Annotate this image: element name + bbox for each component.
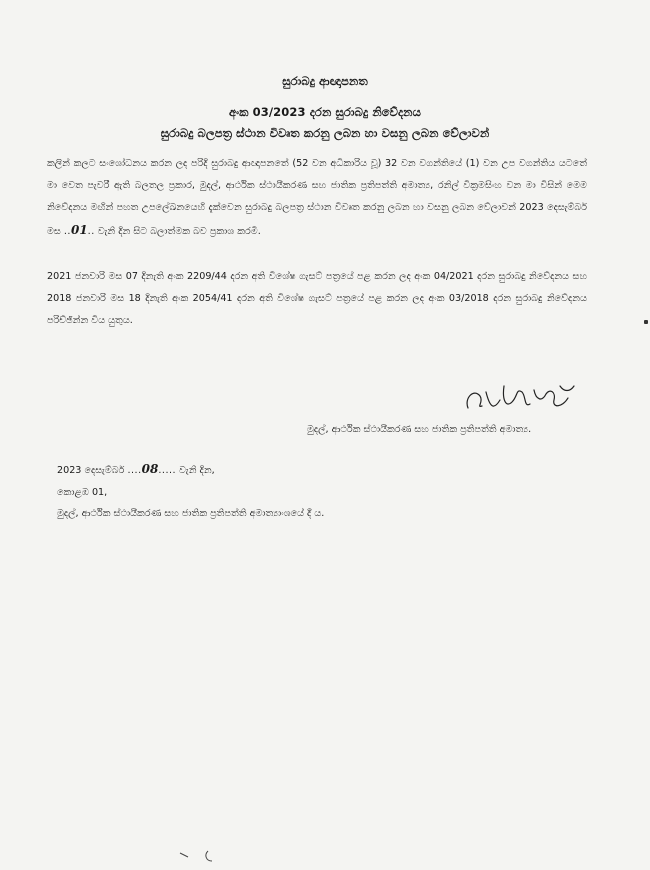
issuing-office: මුදල්, ආර්ථික ස්ථායීකරණ සහ ජාතික ප්‍රතිපත්ති අමාත්‍යාංශයේ දී ය. (57, 508, 325, 519)
notice-paragraph-2: 2021 ජනවාරි මස 07 දිනැති අංක 2209/44 දරන අති විශේෂ ගැසට් පත්‍රයේ පළ කරන ලද අංක 04/2021 දරන සුරාබදු නිවේදනය සහ 2018 ජනවාරි මස 18 දිනැති අංක 2054/41 දරන අති විශේෂ ගැසට් පත්‍රයේ පළ කරන ලද අංක 03/2018 දරන සුරාබදු නිවේදනය පරිච්ඡින්න විය යුතුය. (47, 271, 587, 326)
issue-date-suffix: වැනි දින, (176, 465, 215, 476)
paragraph-1-text-b: වැනි දින සිට බලාත්මක බව ප්‍රකාශ කරමි. (94, 226, 261, 237)
act-title: සුරාබදු ආඥාපනත (282, 74, 368, 88)
handwritten-signature (460, 378, 580, 418)
stray-pen-mark (178, 845, 228, 865)
notice-title: අංක 03/2023 දරන සුරාබදු නිවේදනය (229, 105, 421, 119)
issue-date-prefix: 2023 දෙසැම්බර් (57, 465, 128, 476)
margin-mark (644, 320, 648, 324)
issue-date: 2023 දෙසැම්බර් ....08..... වැනි දින, (57, 462, 215, 476)
handwritten-issue-day: 08 (141, 462, 159, 476)
handwritten-effective-day: 01 (70, 223, 88, 237)
notice-subject: සුරාබදු බලපත්‍ර ස්ථාන විවෘත කරනු ලබන හා වසනු ලබන වේලාවන් (160, 126, 490, 140)
issue-place: කොළඹ 01, (57, 487, 108, 498)
paragraph-1-text-a: කලින් කලට සංශෝධනය කරන ලද පරිදි සුරාබදු ආඥාපනතේ (52 වන අධිකාරිය වූ) 32 වන වගන්තියේ (1) වන උප වගන්තිය යටතේ මා වෙත පැවරී ඇති බලතල ප්‍රකාර, මුදල්, ආර්ථික ස්ථායීකරණ සහ ජාතික ප්‍රතිපත්ති අමාත්‍ය, රනිල් වික්‍රමසිංහ වන මා විසින් මෙම නිවේදනය මඟින් පහත උපලේඛනයෙහි දැක්වෙන සුරාබදු බලපත්‍ර ස්ථාන විවෘත කරනු ලබන හා වසනු ලබන වේලාවන් 2023 දෙසැම්බර් මස (47, 158, 587, 237)
notice-paragraph-1: කලින් කලට සංශෝධනය කරන ලද පරිදි සුරාබදු ආඥාපනතේ (52 වන අධිකාරිය වූ) 32 වන වගන්තියේ (1) වන උප වගන්තිය යටතේ මා වෙත පැවරී ඇති බලතල ප්‍රකාර, මුදල්, ආර්ථික ස්ථායීකරණ සහ ජාතික ප්‍රතිපත්ති අමාත්‍ය, රනිල් වික්‍රමසිංහ වන මා විසින් මෙම නිවේදනය මඟින් පහත උපලේඛනයෙහි දැක්වෙන සුරාබදු බලපත්‍ර ස්ථාන විවෘත කරනු ලබන හා වසනු ලබන වේලාවන් 2023 දෙසැම්බර් මස ..01.. වැනි දින සිට බලාත්මක බව ප්‍රකාශ කරමි. (47, 158, 587, 237)
signatory-title: මුදල්, ආර්ථික ස්ථායීකරණ සහ ජාතික ප්‍රතිපත්ති අමාත්‍ය. (307, 424, 532, 435)
